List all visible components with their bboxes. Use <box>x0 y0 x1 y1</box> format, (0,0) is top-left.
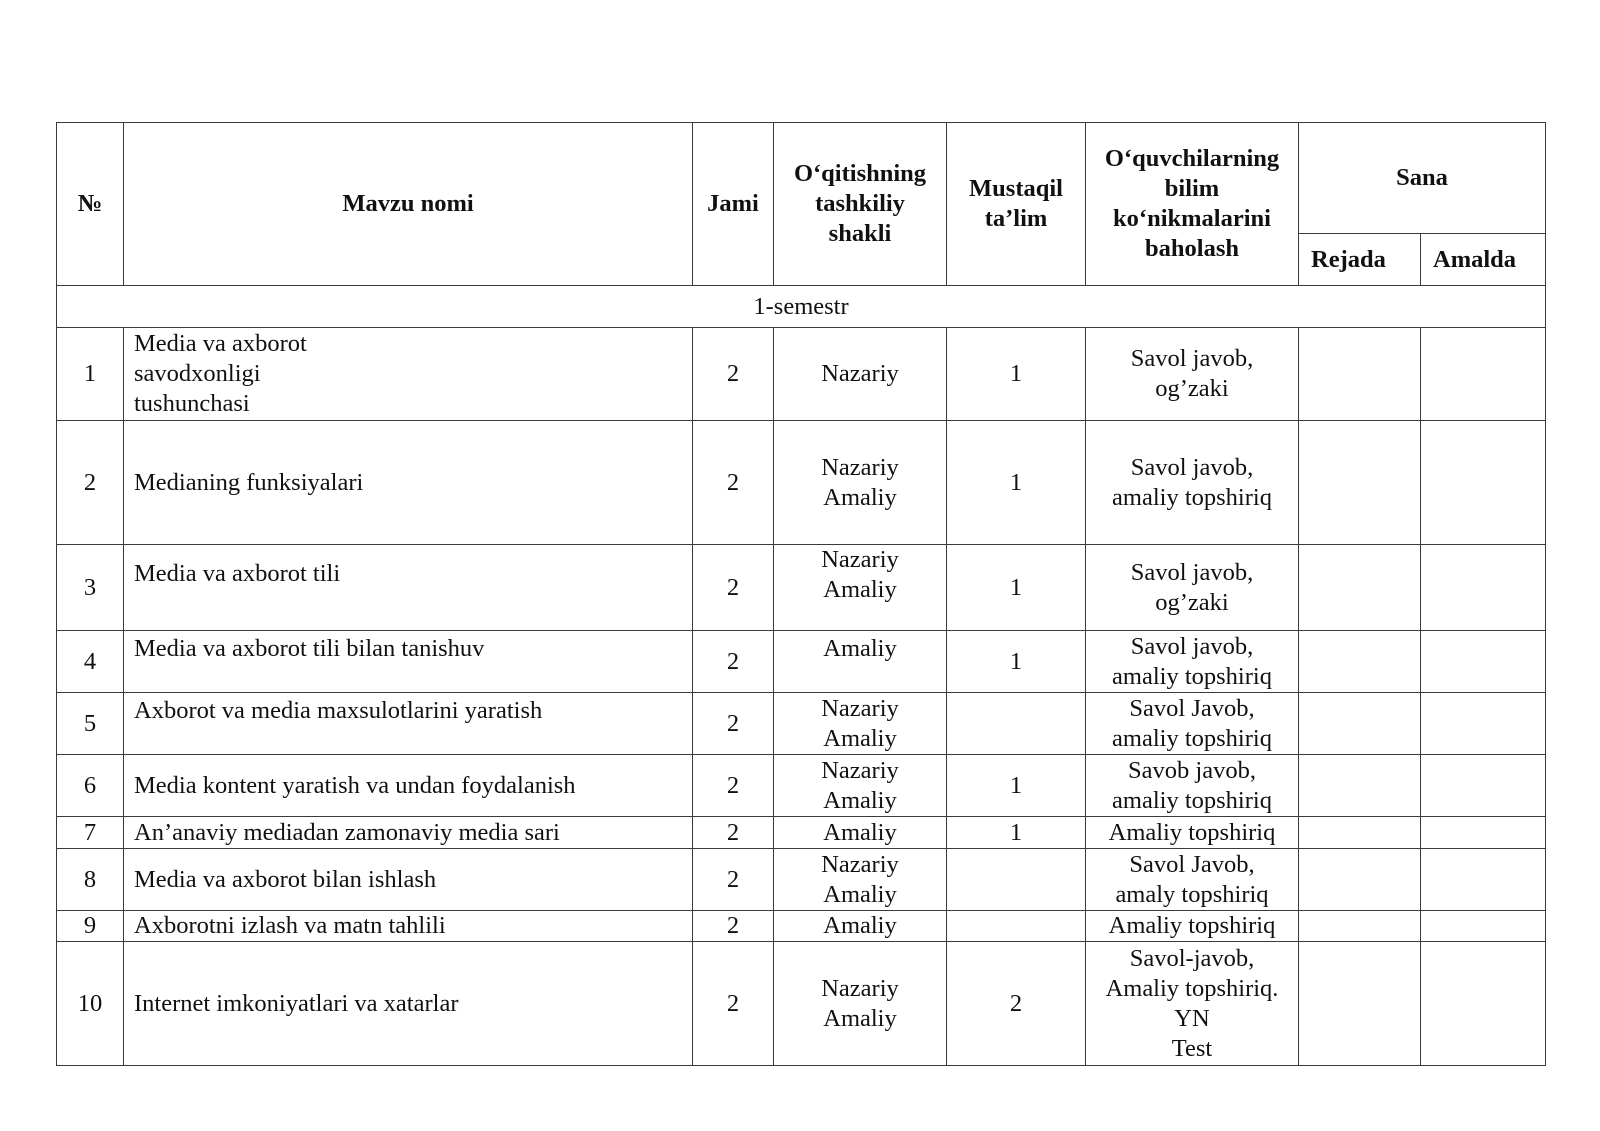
row-assessment: Savob javob, amaliy topshiriq <box>1086 755 1299 817</box>
row-topic: Axborot va media maxsulotlarini yaratish <box>124 693 693 755</box>
table-row <box>57 328 1546 421</box>
row-actual <box>1421 911 1546 942</box>
header-number: № <box>57 123 124 286</box>
row-number: 2 <box>57 421 124 545</box>
row-independent <box>947 693 1086 755</box>
table-row <box>57 817 1546 849</box>
row-total: 2 <box>693 631 774 693</box>
row-total: 2 <box>693 817 774 849</box>
header-independent-study: Mustaqil ta’lim <box>947 123 1086 286</box>
row-actual <box>1421 942 1546 1066</box>
row-form: Amaliy <box>774 911 947 942</box>
row-actual <box>1421 755 1546 817</box>
table-row <box>57 755 1546 817</box>
row-independent: 2 <box>947 942 1086 1066</box>
row-total: 2 <box>693 849 774 911</box>
row-planned <box>1299 942 1421 1066</box>
row-total: 2 <box>693 545 774 631</box>
row-total: 2 <box>693 942 774 1066</box>
row-topic: Media va axborot savodxonligi tushunchasi <box>124 328 693 421</box>
row-number: 7 <box>57 817 124 849</box>
row-independent: 1 <box>947 421 1086 545</box>
row-form: Nazariy Amaliy <box>774 942 947 1066</box>
row-planned <box>1299 693 1421 755</box>
row-total: 2 <box>693 328 774 421</box>
row-independent: 1 <box>947 817 1086 849</box>
row-topic: Media va axborot tili <box>124 545 693 631</box>
row-assessment: Savol javob, amaliy topshiriq <box>1086 631 1299 693</box>
row-total: 2 <box>693 911 774 942</box>
row-form: Nazariy Amaliy <box>774 849 947 911</box>
row-independent <box>947 911 1086 942</box>
row-topic: Internet imkoniyatlari va xatarlar <box>124 942 693 1066</box>
row-planned <box>1299 328 1421 421</box>
header-total: Jami <box>693 123 774 286</box>
row-actual <box>1421 545 1546 631</box>
row-independent: 1 <box>947 545 1086 631</box>
row-number: 5 <box>57 693 124 755</box>
row-actual <box>1421 849 1546 911</box>
row-form: Nazariy Amaliy <box>774 545 947 631</box>
row-form: Nazariy Amaliy <box>774 755 947 817</box>
row-topic: Axborotni izlash va matn tahlili <box>124 911 693 942</box>
row-actual <box>1421 817 1546 849</box>
row-total: 2 <box>693 755 774 817</box>
row-topic: Medianing funksiyalari <box>124 421 693 545</box>
row-form: Nazariy Amaliy <box>774 421 947 545</box>
row-topic: Media kontent yaratish va undan foydalanish <box>124 755 693 817</box>
row-assessment: Savol Javob, amaly topshiriq <box>1086 849 1299 911</box>
row-number: 4 <box>57 631 124 693</box>
row-planned <box>1299 421 1421 545</box>
semester-label: 1-semestr <box>57 286 1546 328</box>
row-independent: 1 <box>947 328 1086 421</box>
table-row <box>57 911 1546 942</box>
curriculum-table <box>56 122 1546 1066</box>
row-form: Nazariy Amaliy <box>774 693 947 755</box>
row-total: 2 <box>693 421 774 545</box>
table-row <box>57 631 1546 693</box>
header-actual: Amalda <box>1421 234 1546 286</box>
row-number: 1 <box>57 328 124 421</box>
header-date: Sana <box>1299 123 1546 234</box>
row-independent: 1 <box>947 631 1086 693</box>
row-form: Nazariy <box>774 328 947 421</box>
row-number: 10 <box>57 942 124 1066</box>
row-planned <box>1299 755 1421 817</box>
row-number: 6 <box>57 755 124 817</box>
table-row <box>57 849 1546 911</box>
row-form: Amaliy <box>774 631 947 693</box>
row-number: 9 <box>57 911 124 942</box>
table-row <box>57 421 1546 545</box>
row-assessment: Savol-javob, Amaliy topshiriq. YN Test <box>1086 942 1299 1066</box>
row-independent: 1 <box>947 755 1086 817</box>
row-topic: An’anaviy mediadan zamonaviy media sari <box>124 817 693 849</box>
row-assessment: Amaliy topshiriq <box>1086 911 1299 942</box>
header-teaching-form: O‘qitishning tashkiliy shakli <box>774 123 947 286</box>
row-topic: Media va axborot tili bilan tanishuv <box>124 631 693 693</box>
row-planned <box>1299 911 1421 942</box>
row-assessment: Amaliy topshiriq <box>1086 817 1299 849</box>
row-assessment: Savol Javob, amaliy topshiriq <box>1086 693 1299 755</box>
header-assessment: O‘quvchilarning bilim ko‘nikmalarini baholash <box>1086 123 1299 286</box>
row-total: 2 <box>693 693 774 755</box>
row-independent <box>947 849 1086 911</box>
row-assessment: Savol javob, og’zaki <box>1086 545 1299 631</box>
row-planned <box>1299 849 1421 911</box>
table-row <box>57 545 1546 631</box>
row-planned <box>1299 545 1421 631</box>
row-actual <box>1421 693 1546 755</box>
row-actual <box>1421 631 1546 693</box>
table-row <box>57 693 1546 755</box>
header-planned: Rejada <box>1299 234 1421 286</box>
table-row <box>57 942 1546 1066</box>
row-number: 8 <box>57 849 124 911</box>
row-topic: Media va axborot bilan ishlash <box>124 849 693 911</box>
row-assessment: Savol javob, amaliy topshiriq <box>1086 421 1299 545</box>
row-number: 3 <box>57 545 124 631</box>
row-planned <box>1299 817 1421 849</box>
row-planned <box>1299 631 1421 693</box>
row-actual <box>1421 328 1546 421</box>
row-assessment: Savol javob, og’zaki <box>1086 328 1299 421</box>
row-form: Amaliy <box>774 817 947 849</box>
row-actual <box>1421 421 1546 545</box>
header-topic: Mavzu nomi <box>124 123 693 286</box>
